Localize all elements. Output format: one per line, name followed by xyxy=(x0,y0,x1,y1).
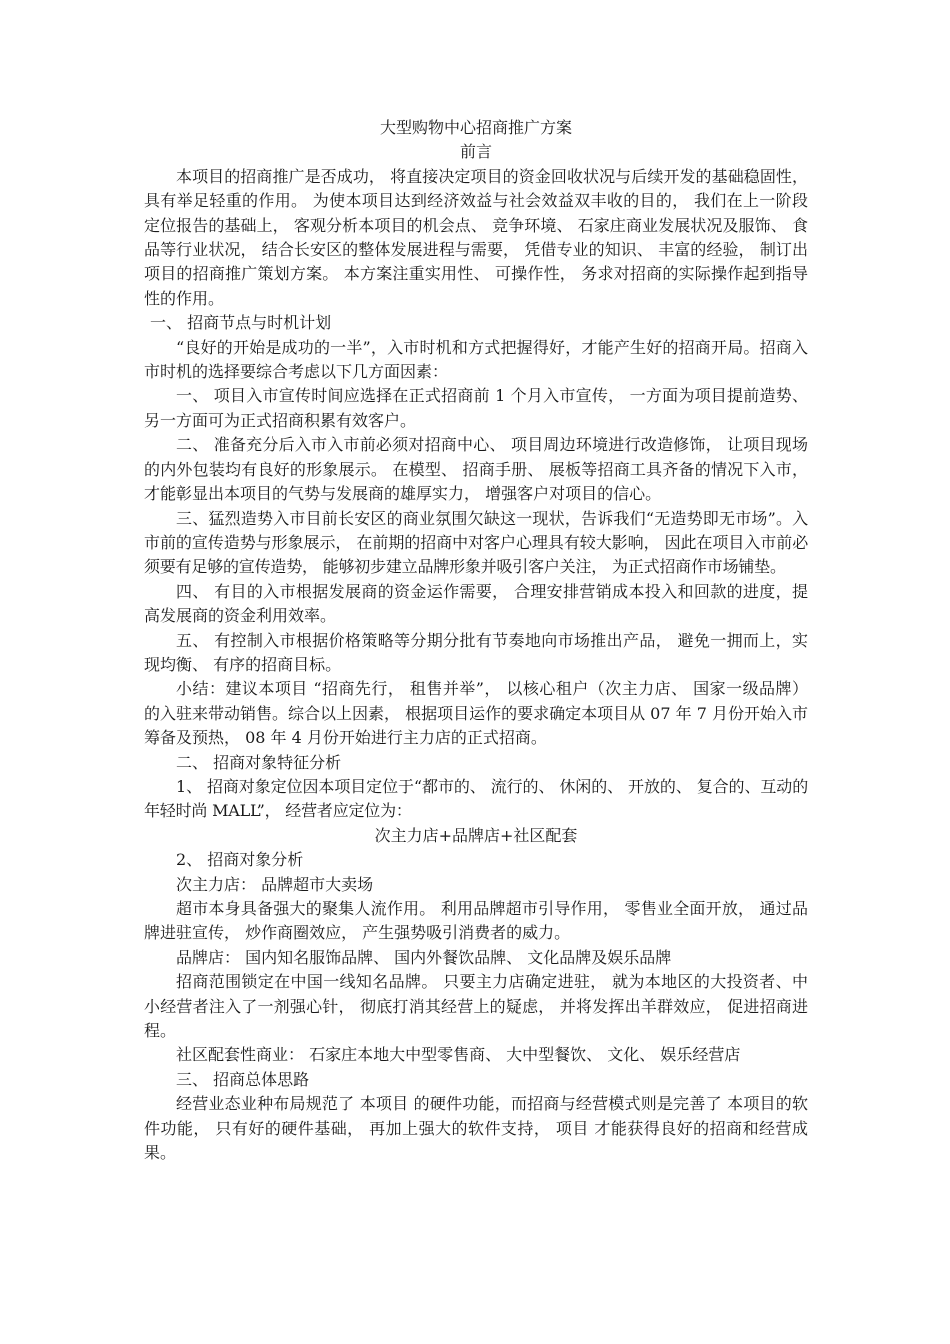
paragraph: 次主力店： 品牌超市大卖场 xyxy=(176,874,374,894)
paragraph: 品牌店： 国内知名服饰品牌、 国内外餐饮品牌、 文化品牌及娱乐品牌 xyxy=(176,947,672,967)
tenant-formula: 次主力店+品牌店+社区配套 xyxy=(374,825,578,845)
preface-heading: 前言 xyxy=(459,142,492,162)
document-title: 大型购物中心招商推广方案 xyxy=(379,118,572,137)
section-heading-1: 一、 招商节点与时机计划 xyxy=(150,313,332,333)
paragraph: 三、猛烈造势入市目前长安区的商业氛围欠缺这一现状，告诉我们“无造势即无市场”。入市前的宣传造势与形象展示， 在前期的招商中对客户心理具有较大影响， 因此在项目入市前必须要有足够的宣传造势， 能够初步建立品牌形象并吸引客户关注， 为正式招商作市场铺垫。 xyxy=(144,508,808,577)
intro-paragraph: 本项目的招商推广是否成功， 将直接决定项目的资金回收状况与后续开发的基础稳固性， 具有举足轻重的作用。 为使本项目达到经济效益与社会效益双丰收的目的， 我们在上一阶段定位报告的基础上， 客观分析本项目的机会点、 竞争环境、 石家庄商业发展状况及服饰、 食品等行业状况， 结合长安区的整体发展进程与需要， 凭借专业的知识、 丰富的经验， 制订出项目的招商推广策划方案。 本方案注重实用性、 可操作性， 务求对招商的实际操作起到指导性的作用。 xyxy=(144,166,808,308)
summary-paragraph: 小结：建议本项目 “招商先行， 租售并举”， 以核心租户（次主力店、 国家一级品牌） 的入驻来带动销售。综合以上因素， 根据项目运作的要求确定本项目从 07 年 7 月份开始入市筹备及预热， 08 年 4 月份开始进行主力店的正式招商。 xyxy=(144,679,808,748)
paragraph: “良好的开始是成功的一半”，入市时机和方式把握得好，才能产生好的招商开局。招商入市时机的选择要综合考虑以下几方面因素： xyxy=(144,337,808,382)
paragraph: 五、 有控制入市根据价格策略等分期分批有节奏地向市场推出产品， 避免一拥而上，实现均衡、 有序的招商目标。 xyxy=(144,630,808,674)
document-page xyxy=(144,116,808,1165)
paragraph: 1、 招商对象定位因本项目定位于“都市的、 流行的、 休闲的、 开放的、 复合的、互动的年轻时尚 MALL”， 经营者应定位为： xyxy=(144,776,808,821)
section-heading-3: 三、 招商总体思路 xyxy=(176,1069,310,1089)
paragraph: 社区配套性商业： 石家庄本地大中型零售商、 大中型餐饮、 文化、 娱乐经营店 xyxy=(176,1045,741,1065)
paragraph: 四、 有目的入市根据发展商的资金运作需要， 合理安排营销成本投入和回款的进度，提高发展商的资金利用效率。 xyxy=(144,581,808,626)
paragraph: 经营业态业种布局规范了 本项目 的硬件功能，而招商与经营模式则是完善了 本项目的软件功能， 只有好的硬件基础， 再加上强大的软件支持， 项目 才能获得良好的招商和经营成果。 xyxy=(144,1094,808,1163)
subheading: 2、 招商对象分析 xyxy=(176,850,304,870)
paragraph: 一、 项目入市宣传时间应选择在正式招商前 1 个月入市宣传， 一方面为项目提前造势、 另一方面可为正式招商积累有效客户。 xyxy=(144,386,808,430)
paragraph: 超市本身具备强大的聚集人流作用。 利用品牌超市引导作用， 零售业全面开放， 通过品牌进驻宣传， 炒作商圈效应， 产生强势吸引消费者的威力。 xyxy=(144,899,808,943)
paragraph: 二、 准备充分后入市入市前必须对招商中心、 项目周边环境进行改造修饰， 让项目现场的内外包装均有良好的形象展示。 在模型、 招商手册、 展板等招商工具齐备的情况下入市， 才能彰显出本项目的气势与发展商的雄厚实力， 增强客户对项目的信心。 xyxy=(144,435,808,504)
paragraph: 招商范围锁定在中国一线知名品牌。 只要主力店确定进驻， 就为本地区的大投资者、中小经营者注入了一剂强心针， 彻底打消其经营上的疑虑， 并将发挥出羊群效应， 促进招商进程。 xyxy=(144,972,808,1041)
section-heading-2: 二、 招商对象特征分析 xyxy=(176,752,342,772)
